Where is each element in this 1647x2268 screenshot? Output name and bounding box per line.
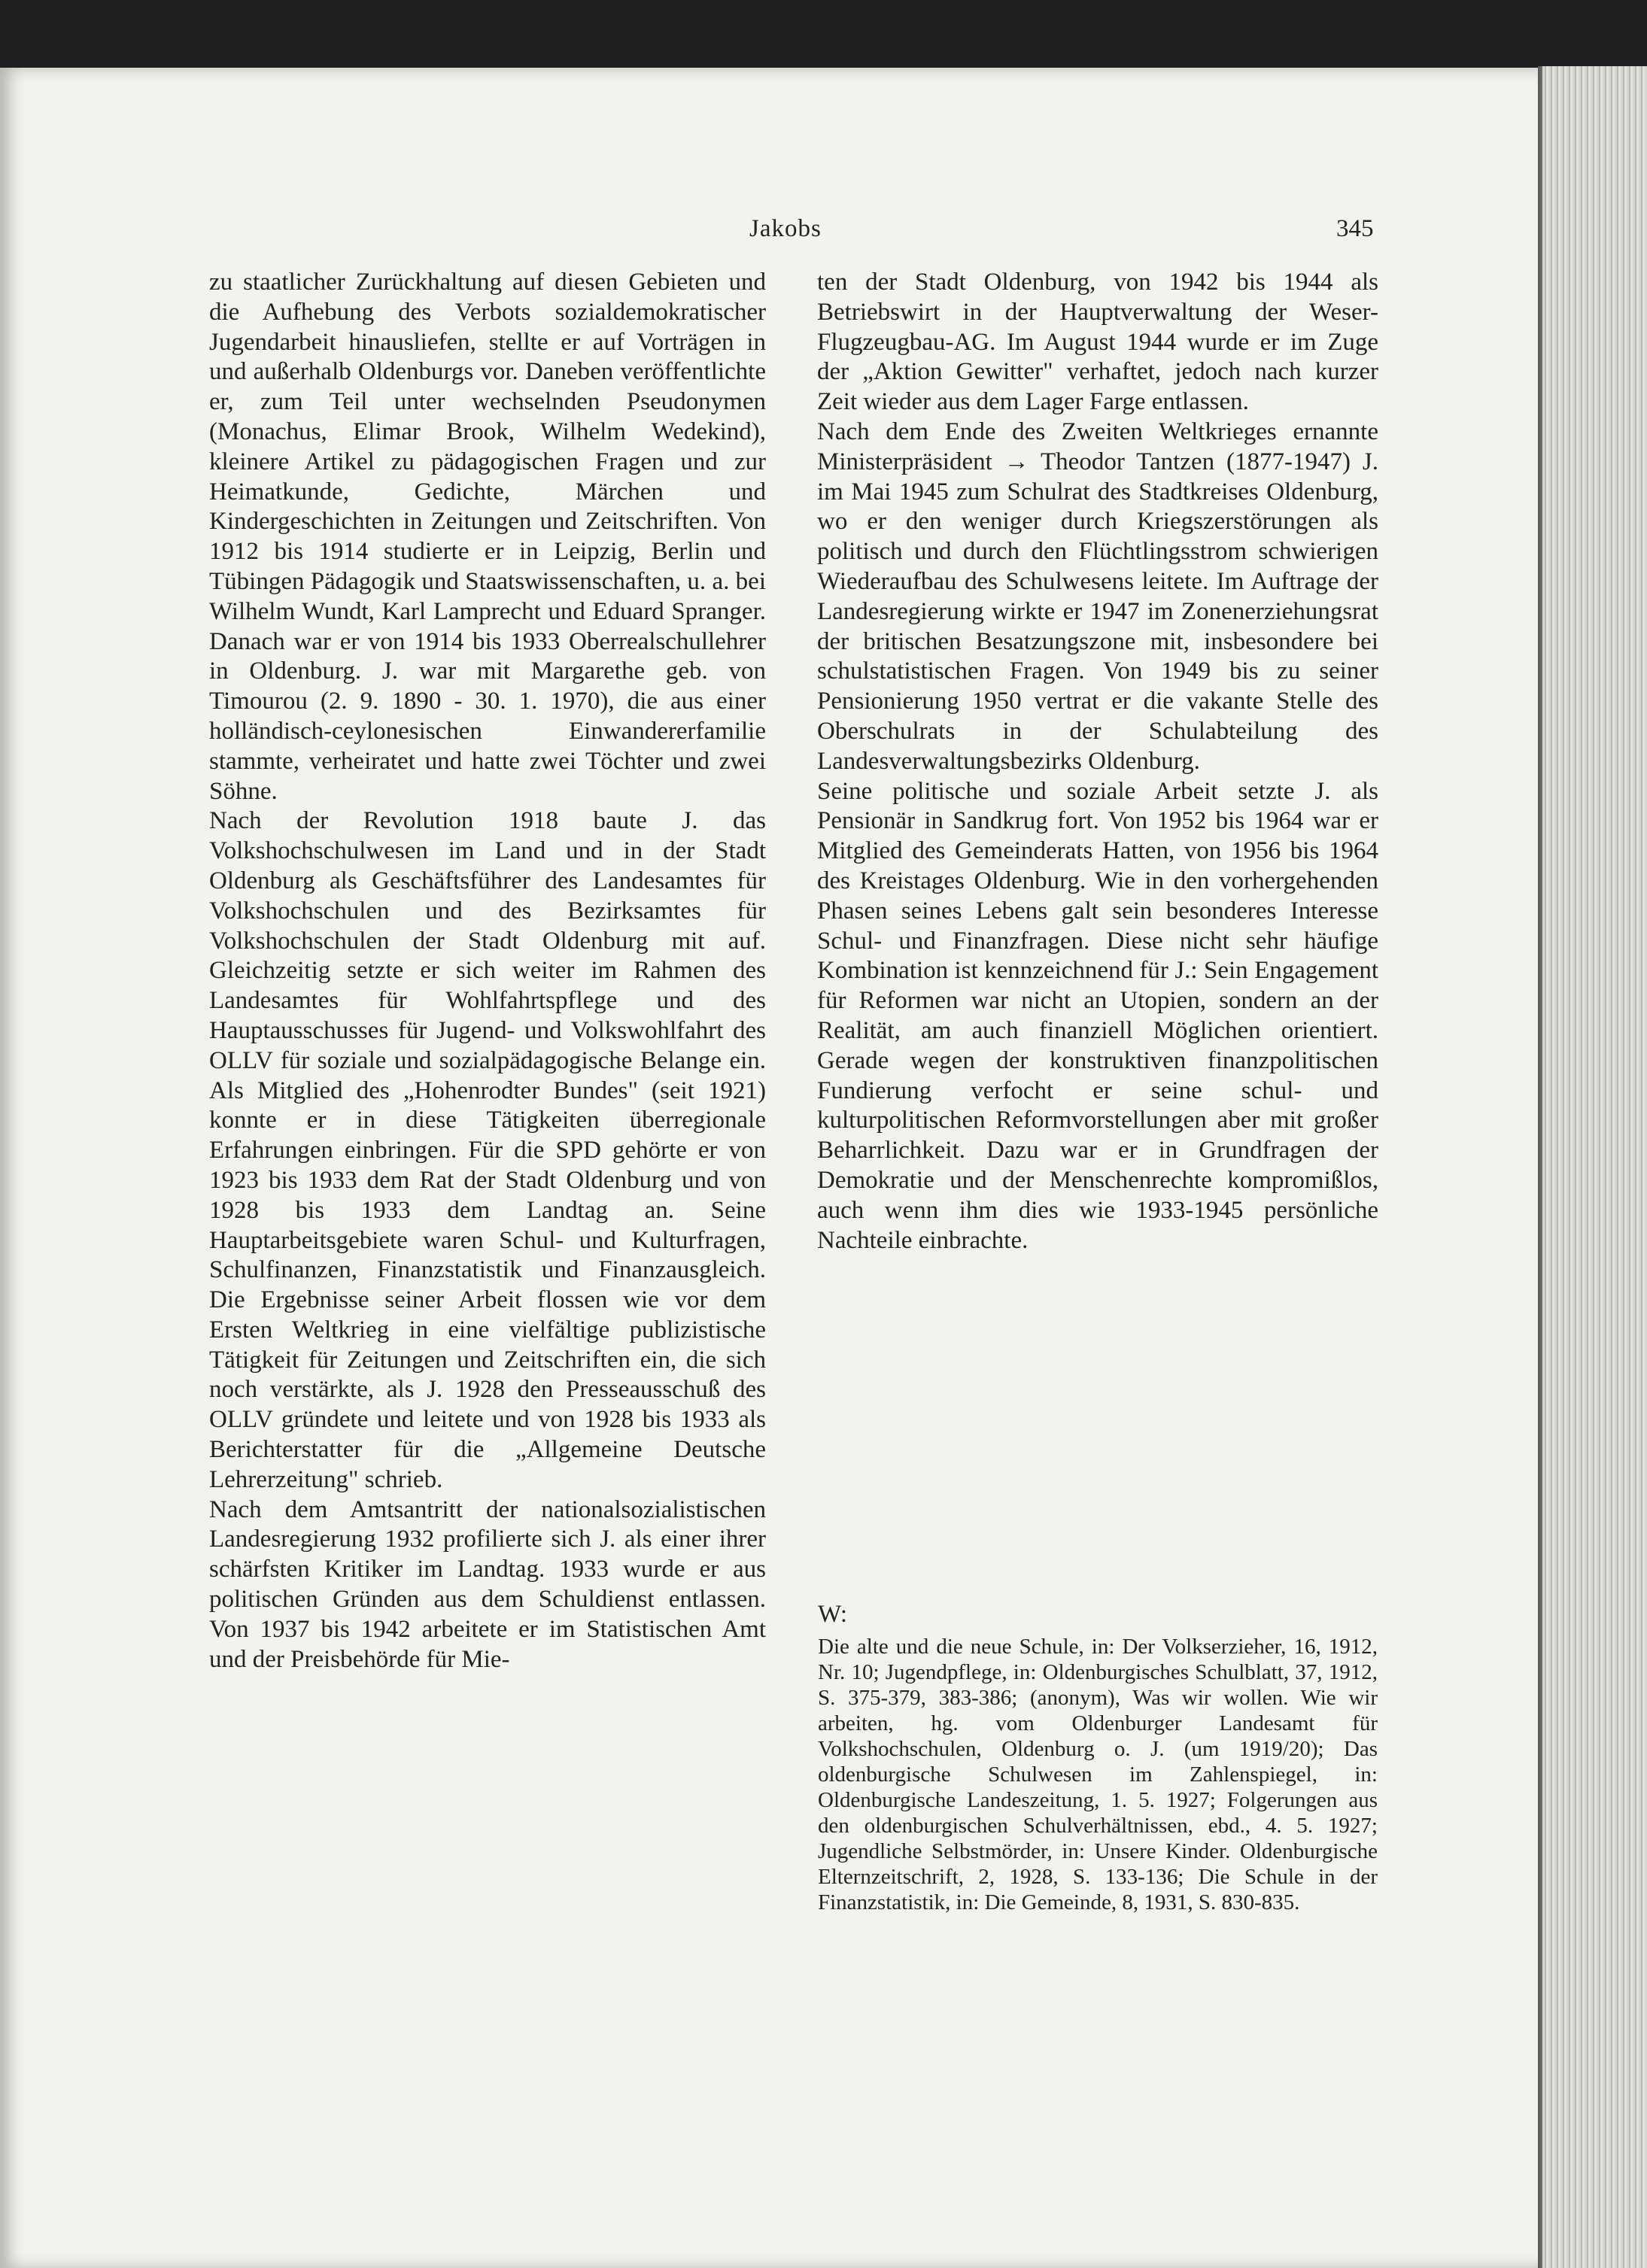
paragraph: Nach dem Amtsantritt der nationalsozialistischen Landesregierung 1932 profilierte sich J. als einer ihrer schärfsten Kritiker im Landtag. 1933 wurde er aus politischen Gründen aus dem Schuldienst entlassen. Von 1937 bis 1942 arbeitete er im Statistischen Amt und der Preisbehörde für Mie-: [209, 1495, 766, 1673]
paragraph: Seine politische und soziale Arbeit setzte J. als Pensionär in Sandkrug fort. Von 1952 bis 1964 war er Mitglied des Gemeinderats Hatten, von 1956 bis 1964 des Kreistages Oldenburg. Wie in den vorhergehenden Phasen seines Lebens galt sein besonderes Interesse Schul- und Finanzfragen. Diese nicht sehr häufige Kombination ist kennzeichnend für J.: Sein Engagement für Reformen war nicht an Utopien, sondern an der Realität, am auch finanziell Möglichen orientiert. Gerade wegen der konstruktiven finanzpolitischen Fundierung verfocht er seine schul- und kulturpolitischen Reformvorstellungen aber mit großer Beharrlichkeit. Dazu war er in Grundfragen der Demokratie und der Menschenrechte kompromißlos, auch wenn ihm dies wie 1933-1945 persönliche Nachteile einbrachte.: [817, 777, 1378, 1254]
page-edges: [1542, 66, 1647, 2268]
works-heading: W:: [818, 1601, 848, 1628]
paragraph: zu staatlicher Zurückhaltung auf diesen Gebieten und die Aufhebung des Verbots sozialdemokratischer Jugendarbeit hinausliefen, stellte er auf Vorträgen in und außerhalb Oldenburgs vor. Daneben veröffentlichte er, zum Teil unter wechselnden Pseudonymen (Monachus, Elimar Brook, Wilhelm Wedekind), kleinere Artikel zu pädagogischen Fragen und zur Heimatkunde, Gedichte, Märchen und Kindergeschichten in Zeitungen und Zeitschriften. Von 1912 bis 1914 studierte er in Leipzig, Berlin und Tübingen Pädagogik und Staatswissenschaften, u. a. bei Wilhelm Wundt, Karl Lamprecht und Eduard Spranger. Danach war er von 1914 bis 1933 Oberrealschullehrer in Oldenburg. J. war mit Margarethe geb. von Timourou (2. 9. 1890 - 30. 1. 1970), die aus einer holländisch-ceylonesischen Einwandererfamilie stammte, verheiratet und hatte zwei Töchter und zwei Söhne.: [209, 269, 766, 805]
running-header-title: Jakobs: [749, 215, 822, 242]
paragraph: Nach dem Ende des Zweiten Weltkrieges ernannte Ministerpräsident → Theodor Tantzen (1877-1947) J. im Mai 1945 zum Schulrat des Stadtkreises Oldenburg, wo er den weniger durch Kriegszerstörungen als politisch und durch den Flüchtlingsstrom schwierigen Wiederaufbau des Schulwesens leitete. Im Auftrage der Landesregierung wirkte er 1947 im Zonenerziehungsrat der britischen Besatzungszone mit, insbesondere bei schulstatistischen Fragen. Von 1949 bis zu seiner Pensionierung 1950 vertrat er die vakante Stelle des Oberschulrats in der Schulabteilung des Landesverwaltungsbezirks Oldenburg.: [817, 417, 1378, 775]
left-column: [209, 268, 766, 1674]
works-list: Die alte und die neue Schule, in: Der Volkserzieher, 16, 1912, Nr. 10; Jugendpflege, in: Oldenburgisches Schulblatt, 37, 1912, S. 375-379, 383-386; (anonym), Was wir wollen. Wie wir arbeiten, hg. vom Oldenburger Landesamt für Volkshochschulen, Oldenburg o. J. (um 1919/20); Das oldenburgische Schulwesen im Zahlenspiegel, in: Oldenburgische Landeszeitung, 1. 5. 1927; Folgerungen aus den oldenburgischen Schulverhältnissen, ebd., 4. 5. 1927; Jugendliche Selbstmörder, in: Unsere Kinder. Oldenburgische Elternzeitschrift, 2, 1928, S. 133-136; Die Schule in der Finanzstatistik, in: Die Gemeinde, 8, 1931, S. 830-835.: [818, 1635, 1378, 1914]
paragraph: Nach der Revolution 1918 baute J. das Volkshochschulwesen im Land und in der Stadt Oldenburg als Geschäftsführer des Landesamtes für Volkshochschulen und des Bezirksamtes für Volkshochschulen der Stadt Oldenburg mit auf. Gleichzeitig setzte er sich weiter im Rahmen des Landesamtes für Wohlfahrtspflege und des Hauptausschusses für Jugend- und Volkswohlfahrt des OLLV für soziale und sozialpädagogische Belange ein. Als Mitglied des „Hohenrodter Bundes" (seit 1921) konnte er in diese Tätigkeiten überregionale Erfahrungen einbringen. Für die SPD gehörte er von 1923 bis 1933 dem Rat der Stadt Oldenburg und von 1928 bis 1933 dem Landtag an. Seine Hauptarbeitsgebiete waren Schul- und Kulturfragen, Schulfinanzen, Finanzstatistik und Finanzausgleich. Die Ergebnisse seiner Arbeit flossen wie vor dem Ersten Weltkrieg in eine vielfältige publizistische Tätigkeit für Zeitungen und Zeitschriften ein, die sich noch verstärkte, als J. 1928 den Presseausschuß des OLLV gründete und leitete und von 1928 bis 1933 als Berichterstatter für die „Allgemeine Deutsche Lehrerzeitung" schrieb.: [209, 807, 766, 1493]
paragraph: ten der Stadt Oldenburg, von 1942 bis 1944 als Betriebswirt in der Hauptverwaltung der Weser-Flugzeugbau-AG. Im August 1944 wurde er im Zuge der „Aktion Gewitter" verhaftet, jedoch nach kurzer Zeit wieder aus dem Lager Farge entlassen.: [817, 269, 1378, 416]
right-column: [817, 268, 1378, 1255]
page-number: 345: [1336, 215, 1374, 242]
